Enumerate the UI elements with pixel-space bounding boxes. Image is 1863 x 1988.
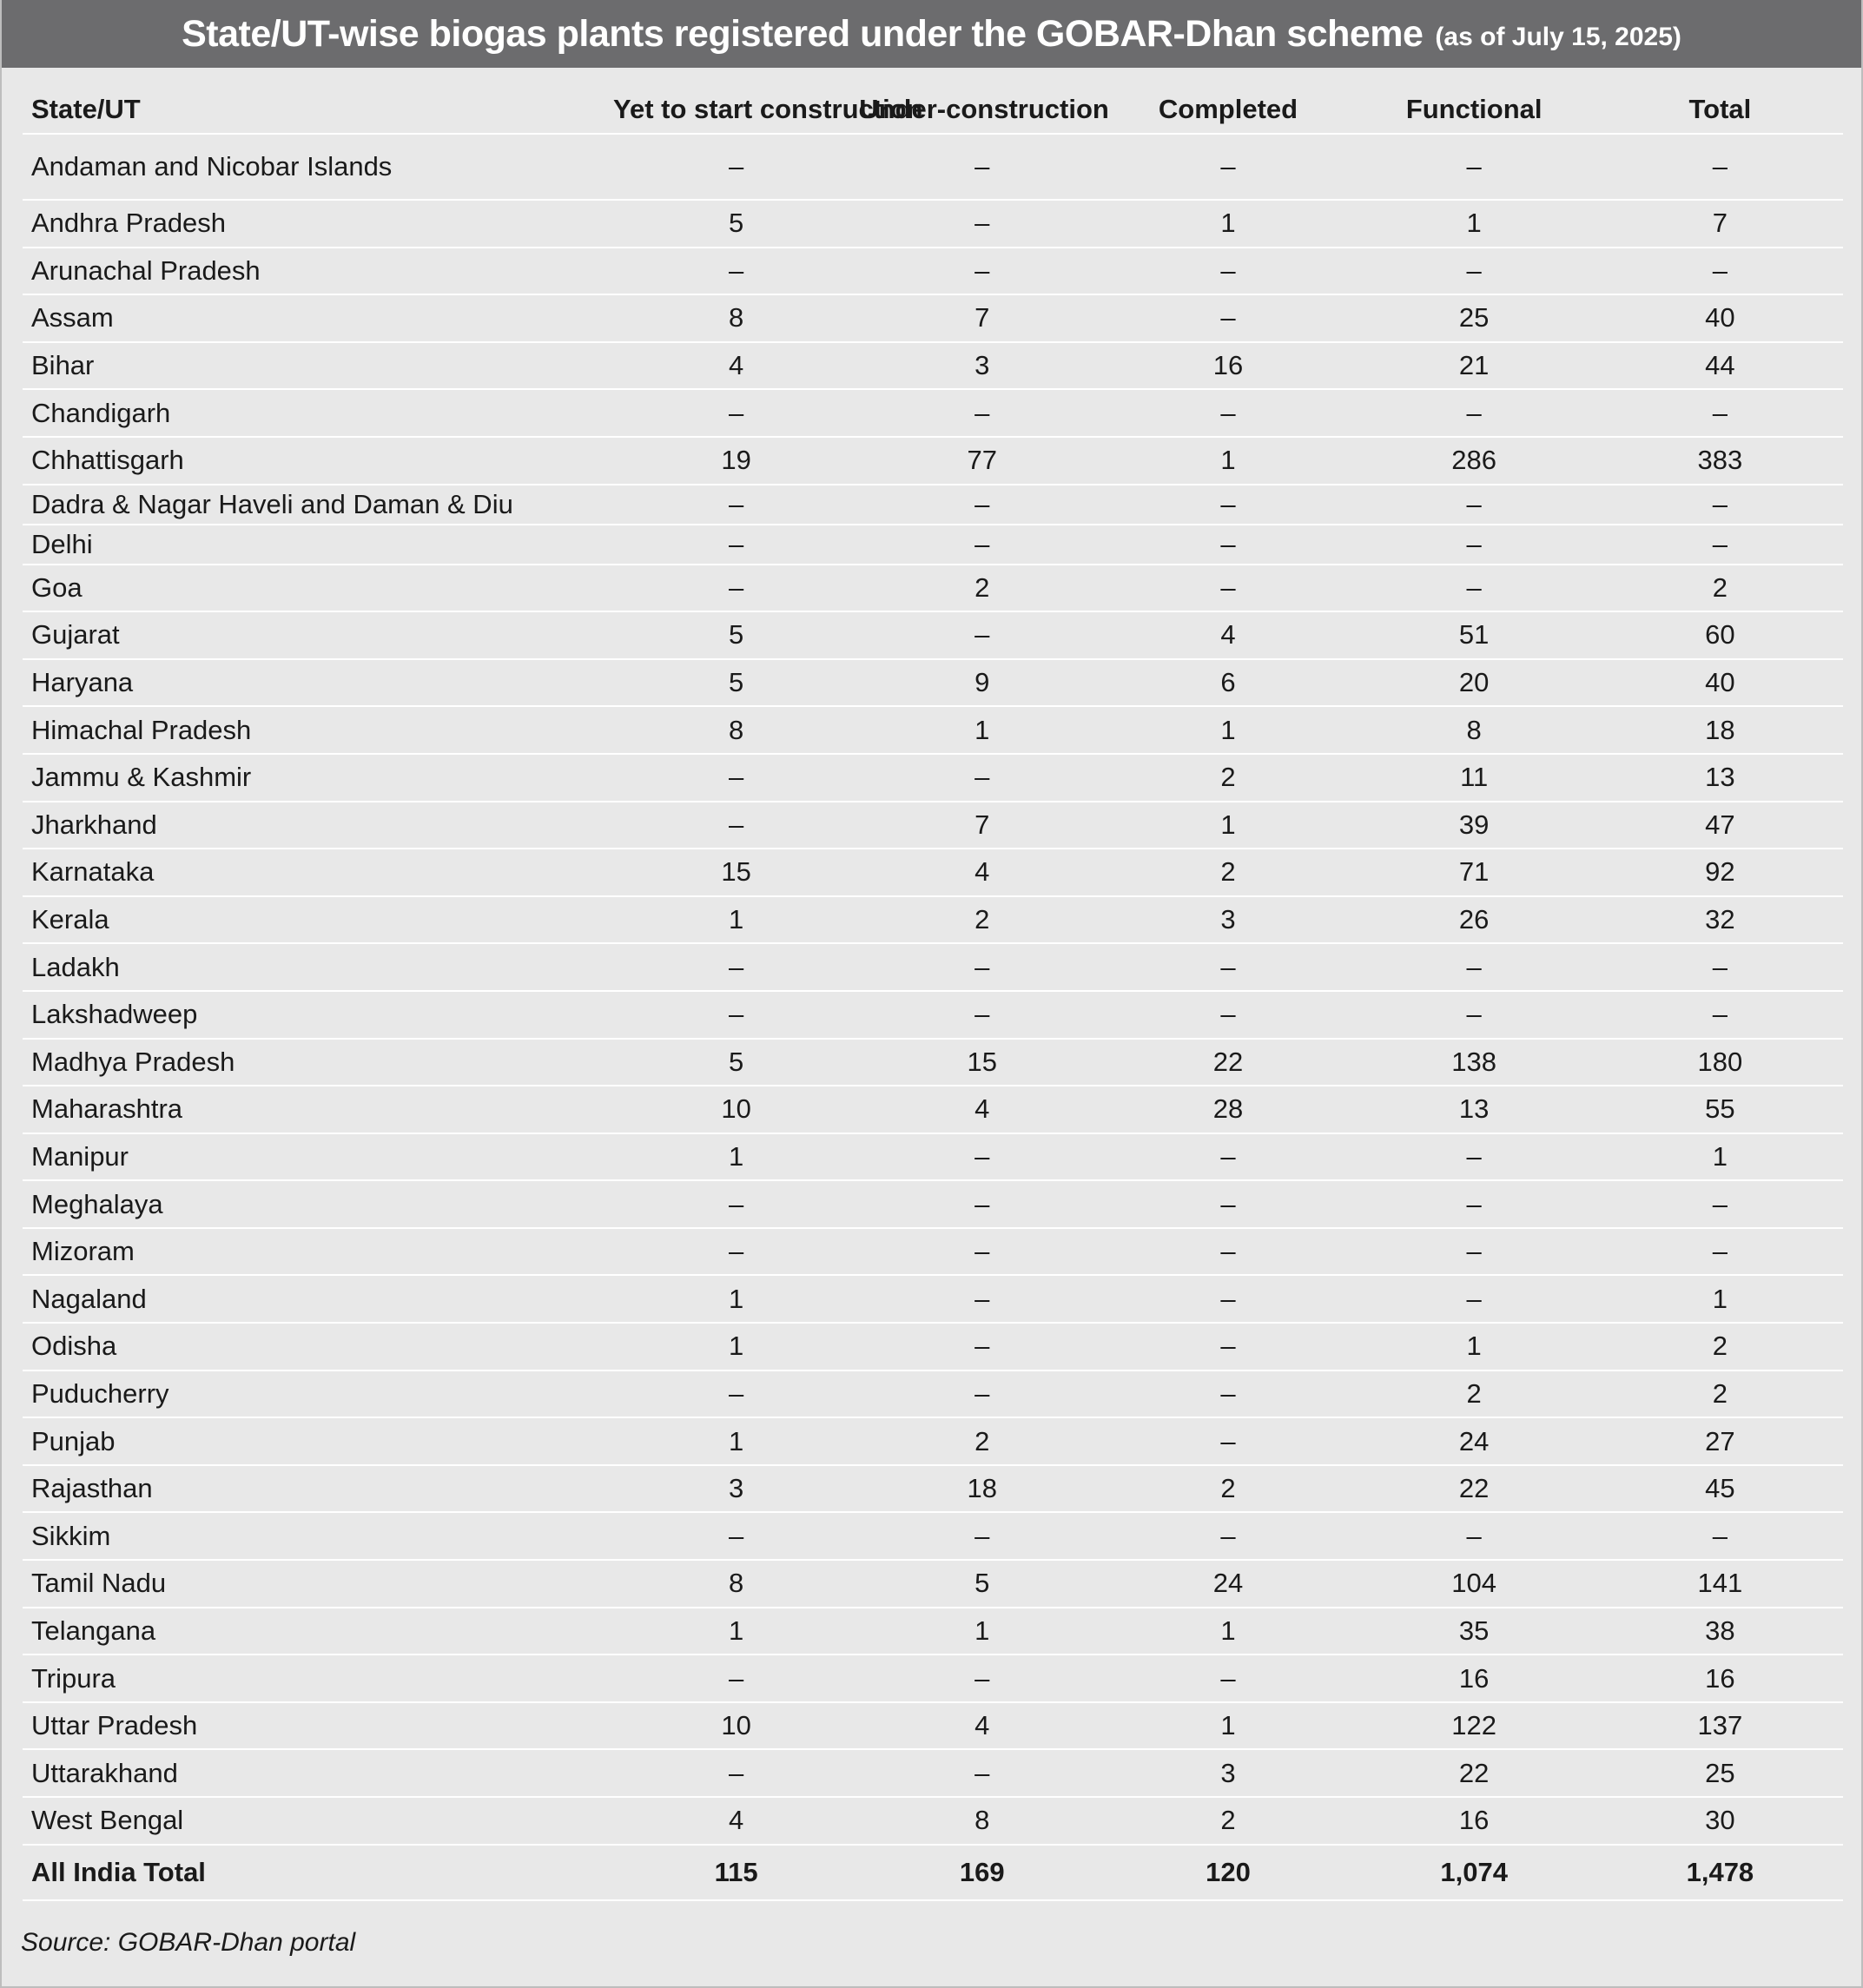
yet-to-start-value: 3 [613, 1465, 859, 1513]
state-name: Karnataka [23, 849, 613, 896]
yet-to-start-value: 5 [613, 611, 859, 659]
under-construction-value: – [859, 991, 1105, 1039]
total-value: – [1597, 1512, 1843, 1560]
functional-value: – [1351, 1133, 1597, 1181]
yet-to-start-value: 4 [613, 342, 859, 390]
state-name: Arunachal Pradesh [23, 248, 613, 295]
state-name: Tamil Nadu [23, 1560, 613, 1608]
table-row [23, 565, 1843, 612]
yet-to-start-value: – [613, 802, 859, 849]
total-value: 137 [1597, 1702, 1843, 1750]
yet-to-start-value: – [613, 1370, 859, 1418]
table-body [23, 134, 1843, 1845]
completed-value: – [1105, 1654, 1351, 1702]
yet-to-start-value: 1 [613, 1417, 859, 1465]
functional-value: 35 [1351, 1608, 1597, 1655]
table-row [23, 1370, 1843, 1418]
completed-value: – [1105, 248, 1351, 295]
completed-value: 1 [1105, 802, 1351, 849]
completed-value: – [1105, 1417, 1351, 1465]
total-value: 38 [1597, 1608, 1843, 1655]
completed-value: – [1105, 991, 1351, 1039]
completed-value: – [1105, 525, 1351, 565]
yet-to-start-value: – [613, 1749, 859, 1797]
total-value: 40 [1597, 294, 1843, 342]
total-under-construction: 169 [859, 1845, 1105, 1900]
table-row [23, 437, 1843, 485]
total-value: 2 [1597, 1323, 1843, 1370]
completed-value: 6 [1105, 659, 1351, 707]
functional-value: – [1351, 485, 1597, 525]
table-row [23, 389, 1843, 437]
total-value: 44 [1597, 342, 1843, 390]
functional-value: – [1351, 389, 1597, 437]
yet-to-start-value: – [613, 943, 859, 991]
functional-value: 71 [1351, 849, 1597, 896]
total-value: 47 [1597, 802, 1843, 849]
table-row [23, 134, 1843, 200]
table-row [23, 248, 1843, 295]
source-note: Source: GOBAR-Dhan portal [21, 1928, 356, 1957]
yet-to-start-value: 4 [613, 1797, 859, 1845]
table-row [23, 1323, 1843, 1370]
state-name: Bihar [23, 342, 613, 390]
under-construction-value: – [859, 485, 1105, 525]
functional-value: 25 [1351, 294, 1597, 342]
functional-value: – [1351, 1228, 1597, 1276]
state-name: Haryana [23, 659, 613, 707]
under-construction-value: 4 [859, 849, 1105, 896]
yet-to-start-value: 1 [613, 1133, 859, 1181]
functional-value: 24 [1351, 1417, 1597, 1465]
completed-value: 2 [1105, 849, 1351, 896]
functional-value: – [1351, 1512, 1597, 1560]
functional-value: 104 [1351, 1560, 1597, 1608]
completed-value: – [1105, 1512, 1351, 1560]
table-row [23, 1465, 1843, 1513]
table-row [23, 1560, 1843, 1608]
functional-value: – [1351, 565, 1597, 612]
completed-value: – [1105, 1133, 1351, 1181]
state-name: Manipur [23, 1133, 613, 1181]
completed-value: 22 [1105, 1039, 1351, 1086]
table-row [23, 1749, 1843, 1797]
total-value: 16 [1597, 1654, 1843, 1702]
functional-value: 51 [1351, 611, 1597, 659]
completed-value: 16 [1105, 342, 1351, 390]
yet-to-start-value: – [613, 389, 859, 437]
state-name: Mizoram [23, 1228, 613, 1276]
functional-value: 22 [1351, 1465, 1597, 1513]
functional-value: 26 [1351, 896, 1597, 944]
under-construction-value: 4 [859, 1086, 1105, 1133]
state-name: Telangana [23, 1608, 613, 1655]
total-value: 13 [1597, 754, 1843, 802]
state-name: Chandigarh [23, 389, 613, 437]
total-completed: 120 [1105, 1845, 1351, 1900]
functional-value: 1 [1351, 200, 1597, 248]
functional-value: 16 [1351, 1797, 1597, 1845]
table-row [23, 1512, 1843, 1560]
total-value: 383 [1597, 437, 1843, 485]
completed-value: 2 [1105, 754, 1351, 802]
column-header-completed: Completed [1105, 86, 1351, 134]
state-name: Ladakh [23, 943, 613, 991]
completed-value: – [1105, 1180, 1351, 1228]
state-name: Kerala [23, 896, 613, 944]
table-title: State/UT-wise biogas plants registered under the GOBAR-Dhan scheme [182, 12, 1424, 55]
yet-to-start-value: 8 [613, 706, 859, 754]
under-construction-value: – [859, 611, 1105, 659]
total-value: 60 [1597, 611, 1843, 659]
under-construction-value: – [859, 1228, 1105, 1276]
yet-to-start-value: – [613, 485, 859, 525]
under-construction-value: – [859, 525, 1105, 565]
state-name: Uttar Pradesh [23, 1702, 613, 1750]
completed-value: 2 [1105, 1797, 1351, 1845]
completed-value: 1 [1105, 706, 1351, 754]
total-total: 1,478 [1597, 1845, 1843, 1900]
total-value: – [1597, 1180, 1843, 1228]
total-value: 45 [1597, 1465, 1843, 1513]
under-construction-value: 7 [859, 294, 1105, 342]
completed-value: 1 [1105, 1702, 1351, 1750]
state-name: Sikkim [23, 1512, 613, 1560]
total-value: – [1597, 943, 1843, 991]
completed-value: 1 [1105, 437, 1351, 485]
under-construction-value: 77 [859, 437, 1105, 485]
completed-value: 3 [1105, 1749, 1351, 1797]
total-value: 7 [1597, 200, 1843, 248]
total-value: 1 [1597, 1133, 1843, 1181]
functional-value: 2 [1351, 1370, 1597, 1418]
table-row [23, 294, 1843, 342]
column-header-under-construction: Under-construction [859, 86, 1105, 134]
yet-to-start-value: 10 [613, 1702, 859, 1750]
table-row [23, 849, 1843, 896]
functional-value: – [1351, 943, 1597, 991]
yet-to-start-value: 5 [613, 200, 859, 248]
title-bar [2, 0, 1861, 68]
state-name: Goa [23, 565, 613, 612]
total-value: 2 [1597, 1370, 1843, 1418]
total-value: 32 [1597, 896, 1843, 944]
state-name: Jharkhand [23, 802, 613, 849]
state-name: Delhi [23, 525, 613, 565]
state-name: Dadra & Nagar Haveli and Daman & Diu [23, 485, 613, 525]
functional-value: 11 [1351, 754, 1597, 802]
total-value: 27 [1597, 1417, 1843, 1465]
functional-value: – [1351, 1180, 1597, 1228]
table-row [23, 200, 1843, 248]
yet-to-start-value: 10 [613, 1086, 859, 1133]
total-value: 40 [1597, 659, 1843, 707]
state-name: Jammu & Kashmir [23, 754, 613, 802]
under-construction-value: 5 [859, 1560, 1105, 1608]
table-row [23, 1228, 1843, 1276]
completed-value: – [1105, 1370, 1351, 1418]
total-value: 18 [1597, 706, 1843, 754]
functional-value: – [1351, 248, 1597, 295]
table-row [23, 1039, 1843, 1086]
table-row [23, 1133, 1843, 1181]
state-name: Nagaland [23, 1275, 613, 1323]
table-row [23, 896, 1843, 944]
completed-value: 1 [1105, 1608, 1351, 1655]
yet-to-start-value: – [613, 248, 859, 295]
state-name: Lakshadweep [23, 991, 613, 1039]
completed-value: 2 [1105, 1465, 1351, 1513]
total-value: – [1597, 248, 1843, 295]
table-row [23, 1702, 1843, 1750]
state-name: Himachal Pradesh [23, 706, 613, 754]
under-construction-value: – [859, 200, 1105, 248]
biogas-plants-table [23, 86, 1843, 1901]
functional-value: – [1351, 1275, 1597, 1323]
total-value: 25 [1597, 1749, 1843, 1797]
functional-value: 8 [1351, 706, 1597, 754]
state-name: Odisha [23, 1323, 613, 1370]
state-name: Maharashtra [23, 1086, 613, 1133]
total-value: 2 [1597, 565, 1843, 612]
total-value: – [1597, 485, 1843, 525]
completed-value: 1 [1105, 200, 1351, 248]
under-construction-value: 4 [859, 1702, 1105, 1750]
completed-value: – [1105, 1323, 1351, 1370]
yet-to-start-value: 1 [613, 1608, 859, 1655]
yet-to-start-value: 1 [613, 1323, 859, 1370]
total-value: 1 [1597, 1275, 1843, 1323]
functional-value: 20 [1351, 659, 1597, 707]
functional-value: 22 [1351, 1749, 1597, 1797]
table-row [23, 943, 1843, 991]
under-construction-value: 8 [859, 1797, 1105, 1845]
yet-to-start-value: – [613, 1228, 859, 1276]
state-name: Madhya Pradesh [23, 1039, 613, 1086]
completed-value: – [1105, 294, 1351, 342]
functional-value: 1 [1351, 1323, 1597, 1370]
state-name: Puducherry [23, 1370, 613, 1418]
total-value: 30 [1597, 1797, 1843, 1845]
yet-to-start-value: 15 [613, 849, 859, 896]
yet-to-start-value: 8 [613, 294, 859, 342]
total-value: – [1597, 134, 1843, 200]
total-functional: 1,074 [1351, 1845, 1597, 1900]
completed-value: – [1105, 1275, 1351, 1323]
total-value: – [1597, 389, 1843, 437]
completed-value: 24 [1105, 1560, 1351, 1608]
functional-value: 21 [1351, 342, 1597, 390]
yet-to-start-value: – [613, 1180, 859, 1228]
total-value: – [1597, 525, 1843, 565]
under-construction-value: – [859, 1133, 1105, 1181]
functional-value: – [1351, 134, 1597, 200]
yet-to-start-value: – [613, 1512, 859, 1560]
completed-value: 4 [1105, 611, 1351, 659]
under-construction-value: 15 [859, 1039, 1105, 1086]
table-row [23, 1086, 1843, 1133]
completed-value: 28 [1105, 1086, 1351, 1133]
under-construction-value: – [859, 134, 1105, 200]
column-header-functional: Functional [1351, 86, 1597, 134]
under-construction-value: – [859, 1180, 1105, 1228]
under-construction-value: – [859, 389, 1105, 437]
under-construction-value: – [859, 1654, 1105, 1702]
under-construction-value: 2 [859, 896, 1105, 944]
under-construction-value: 1 [859, 1608, 1105, 1655]
table-row [23, 525, 1843, 565]
total-value: – [1597, 991, 1843, 1039]
completed-value: – [1105, 1228, 1351, 1276]
total-value: 55 [1597, 1086, 1843, 1133]
yet-to-start-value: – [613, 1654, 859, 1702]
table-row [23, 1654, 1843, 1702]
under-construction-value: 9 [859, 659, 1105, 707]
state-name: Tripura [23, 1654, 613, 1702]
table-row [23, 1417, 1843, 1465]
table-row [23, 611, 1843, 659]
total-row-label: All India Total [23, 1845, 613, 1900]
table-date-note: (as of July 15, 2025) [1435, 23, 1681, 51]
functional-value: 138 [1351, 1039, 1597, 1086]
completed-value: – [1105, 134, 1351, 200]
state-name: West Bengal [23, 1797, 613, 1845]
column-header-state: State/UT [23, 86, 613, 134]
state-name: Gujarat [23, 611, 613, 659]
under-construction-value: – [859, 1512, 1105, 1560]
total-yet-to-start: 115 [613, 1845, 859, 1900]
yet-to-start-value: 8 [613, 1560, 859, 1608]
state-name: Punjab [23, 1417, 613, 1465]
table-row [23, 1275, 1843, 1323]
column-header-yet-to-start: Yet to start construction [613, 86, 859, 134]
column-header-total: Total [1597, 86, 1843, 134]
table-row [23, 802, 1843, 849]
yet-to-start-value: – [613, 525, 859, 565]
completed-value: – [1105, 565, 1351, 612]
state-name: Andhra Pradesh [23, 200, 613, 248]
under-construction-value: 2 [859, 1417, 1105, 1465]
functional-value: – [1351, 991, 1597, 1039]
table-row [23, 991, 1843, 1039]
functional-value: 16 [1351, 1654, 1597, 1702]
yet-to-start-value: 5 [613, 1039, 859, 1086]
completed-value: – [1105, 389, 1351, 437]
table-row [23, 342, 1843, 390]
yet-to-start-value: – [613, 991, 859, 1039]
under-construction-value: 3 [859, 342, 1105, 390]
state-name: Chhattisgarh [23, 437, 613, 485]
yet-to-start-value: – [613, 565, 859, 612]
under-construction-value: 7 [859, 802, 1105, 849]
completed-value: 3 [1105, 896, 1351, 944]
functional-value: – [1351, 525, 1597, 565]
under-construction-value: – [859, 1370, 1105, 1418]
under-construction-value: – [859, 943, 1105, 991]
yet-to-start-value: 5 [613, 659, 859, 707]
table-row [23, 659, 1843, 707]
under-construction-value: – [859, 1749, 1105, 1797]
table-row [23, 1180, 1843, 1228]
under-construction-value: – [859, 1323, 1105, 1370]
yet-to-start-value: 1 [613, 1275, 859, 1323]
yet-to-start-value: – [613, 754, 859, 802]
table-row [23, 754, 1843, 802]
yet-to-start-value: 1 [613, 896, 859, 944]
table-row [23, 485, 1843, 525]
table-row [23, 706, 1843, 754]
table-row [23, 1608, 1843, 1655]
total-row [23, 1845, 1843, 1900]
functional-value: 13 [1351, 1086, 1597, 1133]
total-value: – [1597, 1228, 1843, 1276]
under-construction-value: – [859, 248, 1105, 295]
state-name: Andaman and Nicobar Islands [23, 134, 613, 200]
total-value: 141 [1597, 1560, 1843, 1608]
header-row [23, 86, 1843, 134]
under-construction-value: 2 [859, 565, 1105, 612]
total-value: 92 [1597, 849, 1843, 896]
yet-to-start-value: 19 [613, 437, 859, 485]
under-construction-value: – [859, 1275, 1105, 1323]
completed-value: – [1105, 943, 1351, 991]
state-name: Rajasthan [23, 1465, 613, 1513]
completed-value: – [1105, 485, 1351, 525]
total-value: 180 [1597, 1039, 1843, 1086]
functional-value: 122 [1351, 1702, 1597, 1750]
state-name: Meghalaya [23, 1180, 613, 1228]
yet-to-start-value: – [613, 134, 859, 200]
under-construction-value: – [859, 754, 1105, 802]
functional-value: 39 [1351, 802, 1597, 849]
under-construction-value: 1 [859, 706, 1105, 754]
functional-value: 286 [1351, 437, 1597, 485]
under-construction-value: 18 [859, 1465, 1105, 1513]
state-name: Assam [23, 294, 613, 342]
state-name: Uttarakhand [23, 1749, 613, 1797]
table-row [23, 1797, 1843, 1845]
